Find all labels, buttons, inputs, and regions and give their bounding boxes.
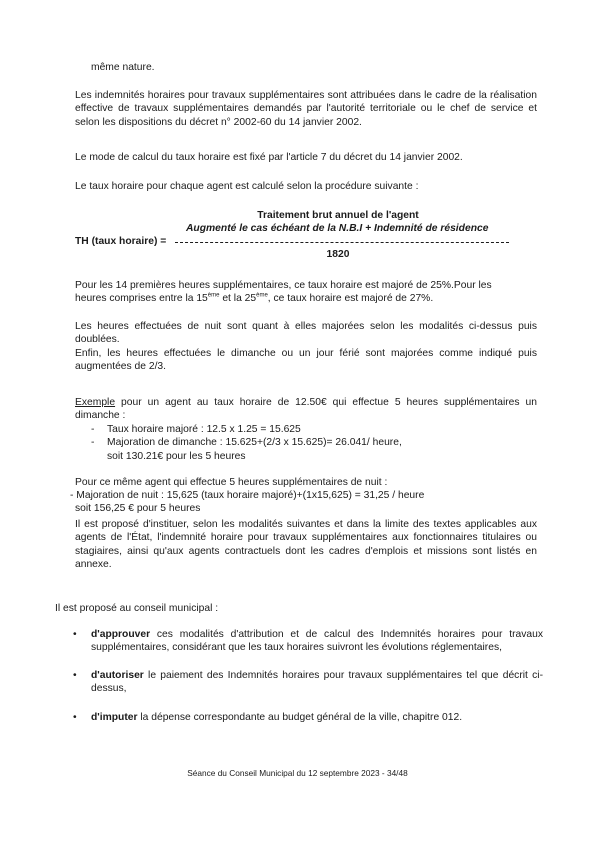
- paragraph-majoration: [75, 279, 537, 306]
- bullet-icon: •: [73, 629, 77, 640]
- decision-item-authorize: • d'autoriser le paiement des Indemnités horaires pour travaux supplémentaires tel que décrit ci-dessus,: [73, 670, 543, 695]
- example-item-2: - Majoration de dimanche : 15.625+(2/3 x 15.625)= 26.041/ heure, soit 130.21€ pour les 5 heures: [91, 437, 402, 462]
- majoration-line1: Pour les 14 premières heures supplémentaires, ce taux horaire est majoré de 25%.Pour les: [75, 280, 492, 291]
- paragraph-calculation-mode: Le mode de calcul du taux horaire est fixé par l'article 7 du décret du 14 janvier 2002.: [75, 152, 463, 163]
- night-example-line3: soit 156,25 € pour 5 heures: [75, 503, 201, 514]
- continuation-text: même nature.: [91, 62, 155, 73]
- formula-numerator-line2: Augmenté le cas échéant de la N.B.I + Indemnité de résidence: [186, 223, 489, 234]
- formula-fraction-bar: [175, 242, 509, 243]
- page-footer: Séance du Conseil Municipal du 12 septembre 2023 - 34/48: [187, 768, 408, 778]
- decision-item-approve: • d'approuver ces modalités d'attribution et de calcul des Indemnités horaires pour travaux supplémentaires, considérant que les taux horaires suivront les évolutions réglementaires,: [73, 629, 543, 654]
- bullet-icon: •: [73, 670, 77, 681]
- formula-lhs: TH (taux horaire) =: [75, 236, 167, 247]
- majoration-line2: heures comprises entre la 15ème et la 25ème, ce taux horaire est majoré de 27%.: [75, 292, 434, 305]
- decision-item-impute: • d'imputer la dépense correspondante au budget général de la ville, chapitre 012.: [73, 712, 463, 723]
- bullet-icon: •: [73, 712, 77, 723]
- formula-denominator: 1820: [326, 249, 350, 260]
- example-label: Exemple: [75, 397, 116, 408]
- night-hours-text: Les heures effectuées de nuit sont quant à elles majorées selon les modalités ci-dessus puis doublées.: [75, 321, 537, 346]
- paragraph-institution: Il est proposé d'instituer, selon les modalités suivantes et dans la limite des textes applicables aux agents de l'État, l'indemnité horaire pour travaux supplémentaires aux fonctionnaires titulaires ou stagiaires, ainsi qu'aux agents contractuels dont les cadres d'emplois et missions sont listés en annexe.: [75, 519, 537, 571]
- council-intro: Il est proposé au conseil municipal :: [55, 603, 219, 614]
- formula-numerator-line1: Traitement brut annuel de l'agent: [257, 210, 419, 221]
- example-sunday: [75, 396, 537, 423]
- night-example-line1: Pour ce même agent qui effectue 5 heures supplémentaires de nuit :: [75, 477, 388, 488]
- example-item-1: - Taux horaire majoré : 12.5 x 1.25 = 15.625: [91, 424, 301, 435]
- sunday-hours-text: Enfin, les heures effectuées le dimanche ou un jour férié sont majorées comme indiqué puis augmentées de 2/3.: [75, 347, 537, 373]
- paragraph-ihts-attribution: Les indemnités horaires pour travaux supplémentaires sont attribuées dans le cadre de la réalisation effective de travaux supplémentaires demandés par l'autorité territoriale ou le chef de service et selon les dispositions du décret n° 2002-60 du 14 janvier 2002.: [75, 90, 537, 128]
- paragraph-night-sunday: [75, 320, 537, 374]
- paragraph-procedure-intro: Le taux horaire pour chaque agent est calculé selon la procédure suivante :: [75, 181, 419, 192]
- example-list: [91, 423, 521, 463]
- night-example-line2: - Majoration de nuit : 15,625 (taux horaire majoré)+(1x15,625) = 31,25 / heure: [70, 490, 425, 501]
- example-intro: Exemple pour un agent au taux horaire de 12.50€ qui effectue 5 heures supplémentaires un dimanche :: [75, 397, 537, 422]
